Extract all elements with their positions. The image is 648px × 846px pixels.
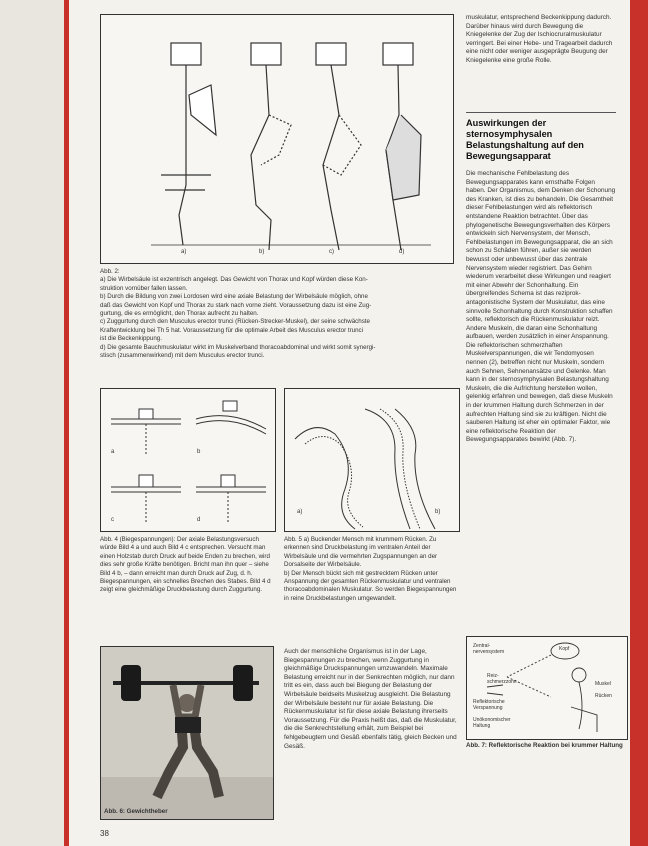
- caption-title: Abb. 2:: [100, 268, 120, 275]
- figure-2-label-d: d): [399, 249, 405, 255]
- caption-line: d) Die gesamte Bauchmuskulatur wirkt im Muskelverband thoracoabdominal und wirkt somit synergi-: [100, 343, 376, 351]
- caption-line: Kraftentwicklung bei Th 5 hat. Voraussetzung für die optimale Arbeit des Musculus erector trunci: [100, 326, 363, 334]
- figure-4-label-d: d: [197, 517, 201, 523]
- figure-7-label-ruecken: Rücken: [595, 693, 612, 699]
- caption-line: struktion vornüber fallen lassen.: [100, 284, 188, 292]
- figure-4-beam-drawings: [101, 389, 275, 531]
- figure-5-label-b: b): [435, 509, 441, 515]
- figure-5-frame: [284, 388, 460, 532]
- figure-4-label-b: b: [197, 449, 201, 455]
- caption-line: a) Die Wirbelsäule ist exzentrisch angelegt. Das Gewicht von Thorax und Kopf würden diese Kon-: [100, 276, 368, 284]
- figure-4-caption: Abb. 4 (Biegespannungen): Der axiale Belastungsversuch würde Bild 4 a und auch Bild 4 c entsprechen. Versucht man einen Holzstab durch Druck auf beide Enden zu brechen, wird dies sehr große Kräfte benötigen. Bricht man ihn quer – siehe Bild 4 b, – dann erreicht man durch Druck auf Zug, d. h. Biegespannungen, ein schnelles Brechen des Stabes. Bild 4 d zeigt eine gleichmäßige Druckbelastung durch Zuggurtung.: [100, 536, 271, 594]
- figure-5-caption-a: Abb. 5 a) Buckender Mensch mit krummem Rücken. Zu erkennen sind Druckbelastung im ventralen Anteil der Wirbelsäule und die vermehrten Zugspannungen an der Dorsalseite der Wirbelsäule.: [284, 536, 438, 569]
- figure-6-caption: [104, 808, 264, 816]
- red-binding-edge: [630, 0, 648, 846]
- figure-5-caption: [284, 536, 458, 603]
- caption-line: ist die Beckenkippung.: [100, 335, 162, 343]
- body-text-left: Auch der menschliche Organismus ist in der Lage, Biegespannungen zu brechen, wenn Zuggurtung in gleichmäßige Druckspannungen umzuwandeln. Maximale Belastung erreicht nur in der Senkrechten möglich, nur dann tritt es ein, dass auch bei Biegung der Belastung der Wirbelsäule beidseits Muskelzug ausgleicht. Die Belastung der Wirbelsäule besteht nur für axiale Belastung. Die Rückenmuskulatur ist für diese axiale Belastung ihrerseits Voraussetzung. Für die Praxis heißt das, daß die Muskulatur, die die Senkrechtstellung erhält, zum Beispiel bei fehlgebeugtem und Gesäß ebenfalls tätig, gleich Becken und Gesäß.: [284, 648, 457, 750]
- body-text-right: Die mechanische Fehlbelastung des Bewegungsapparates kann ernsthafte Folgen haben. Der Organismus, dem Denken der Schonung des Kranken, ist dies zu behandeln. Die Gesamtheit dieser Fehlbelastungen wird als reflektorisch entstandene Reaktion betrachtet. Über das phylogenetische Bewegungsverhalten des Körpers entwickeln sich Nervensystem, der Mensch, Fehlbelastungen im Bewegungsapparat, die an sich schon zu Schäden führen, außer sie werden bewusst oder unbewusst über das zentrale Nervensystem wieder registriert. Das Gehirn wiederum verarbeitet diese Wirkungen und reagiert mit einer Abwehr der Schonhaltung. Ein übergreifendes Schema ist das reziprok-antagonistische System der Muskulatur, das eine sinnvolle Schonhaltung durch Konstruktion schaffen sollte, reflektorisch die Rückenmuskulatur reizt. Andere Muskeln, die daran eine Schonhaltung aufbauen, werden zusätzlich in einer Anspannung. Die reflektorischen schmerzhaften Muskelverspannungen, die wir Tendomyosen nennen (2), betreffen nicht nur Muskeln, sondern auch Sehnen, Sehnenansätze und Gelenke. Man kann in der sternosymphysalen Belastungshaltung Muskeln, die die Aufrichtung herstellen wollen, gelenkig erfahren und bewegen, daß diese Muskeln in der krummen Haltung durch Schmerzen in der aufrechten Haltung sind sie zu kräftigen. Nicht die sauberen Haltung ist eher ein optimaler Faktor, wie eine reflektorische Reaktion der Bewegungsapparates bewirkt (Abb. 7).: [466, 170, 616, 444]
- weightlifter-illustration: [101, 647, 273, 819]
- figure-4-frame: [100, 388, 276, 532]
- divider: [466, 112, 616, 113]
- caption-line: daß das Gewicht von Kopf und Thorax zu stark nach vorne zieht. Voraussetzung dazu ist eine Zug-: [100, 301, 372, 309]
- caption-line: b) Durch die Bildung von zwei Lordosen wird eine axiale Belastung der Wirbelsäule möglich, ohne: [100, 293, 368, 301]
- figure-5-bending-drawings: [285, 389, 459, 531]
- figure-2-frame: [100, 14, 454, 264]
- figure-7-label-haltung: Unökonomischer Haltung: [473, 717, 511, 729]
- figure-4-label-c: c: [111, 517, 114, 523]
- figure-7-caption-text: Abb. 7: Reflektorische Reaktion bei krummer Haltung: [466, 742, 623, 749]
- figure-7-label-muskel: Muskel: [595, 681, 611, 687]
- figure-5-label-a: a): [297, 509, 303, 515]
- red-page-edge: [64, 0, 69, 846]
- figure-6-photo: [100, 646, 274, 820]
- figure-7-label-head: Kopf: [559, 646, 570, 652]
- figure-7-label-schmerz: Reiz- schmerzzone: [487, 673, 517, 685]
- figure-7-frame: [466, 636, 628, 740]
- caption-line: c) Zuggurtung durch den Musculus erector trunci (Rücken-Strecker-Muskel), der seine schwächste: [100, 318, 370, 326]
- section-heading: Auswirkungen der sternosymphysalen Belastungshaltung auf den Bewegungsapparat: [466, 118, 584, 161]
- figure-7-caption: [466, 742, 626, 750]
- figure-7-label-zentral: Zentral- nervensystem: [473, 643, 505, 655]
- page-number: 38: [100, 829, 109, 838]
- body-text-right-top: muskulatur, entsprechend Beckenkippung dadurch. Darüber hinaus wird durch Bewegung die Kniegelenke der Zug der Ischiocruralmuskulatur verringert. Bei einer Hebe- und Tragearbeit dadurch eine nicht oder weniger ausgeprägte Beugung der Kniegelenke eine große Rolle.: [466, 14, 613, 64]
- figure-7-label-reflex: Reflektorische Verspannung: [473, 699, 505, 711]
- figure-6-caption-text: Abb. 6: Gewichtheber: [104, 808, 168, 815]
- figure-2-spine-drawings: [101, 15, 453, 263]
- figure-2-label-a: a): [181, 249, 187, 255]
- figure-2-caption: [100, 268, 460, 360]
- figure-4-label-a: a: [111, 449, 115, 455]
- figure-5-caption-b: b) Der Mensch bückt sich mit gestrecktem Rücken unter Anspannung der gesamten Rückenmuskulatur und ventralen thoracoabdominalen Muskulatur. So werden Biegespannungen in reine Druckbelastungen umgewandelt.: [284, 569, 457, 602]
- figure-2-label-c: c): [329, 249, 334, 255]
- caption-line: gurtung, die es ermöglicht, den Thorax aufrecht zu halten.: [100, 310, 259, 318]
- figure-2-label-b: b): [259, 249, 265, 255]
- caption-line: stisch (zusammenwirkend) mit dem Musculus erector trunci.: [100, 352, 265, 360]
